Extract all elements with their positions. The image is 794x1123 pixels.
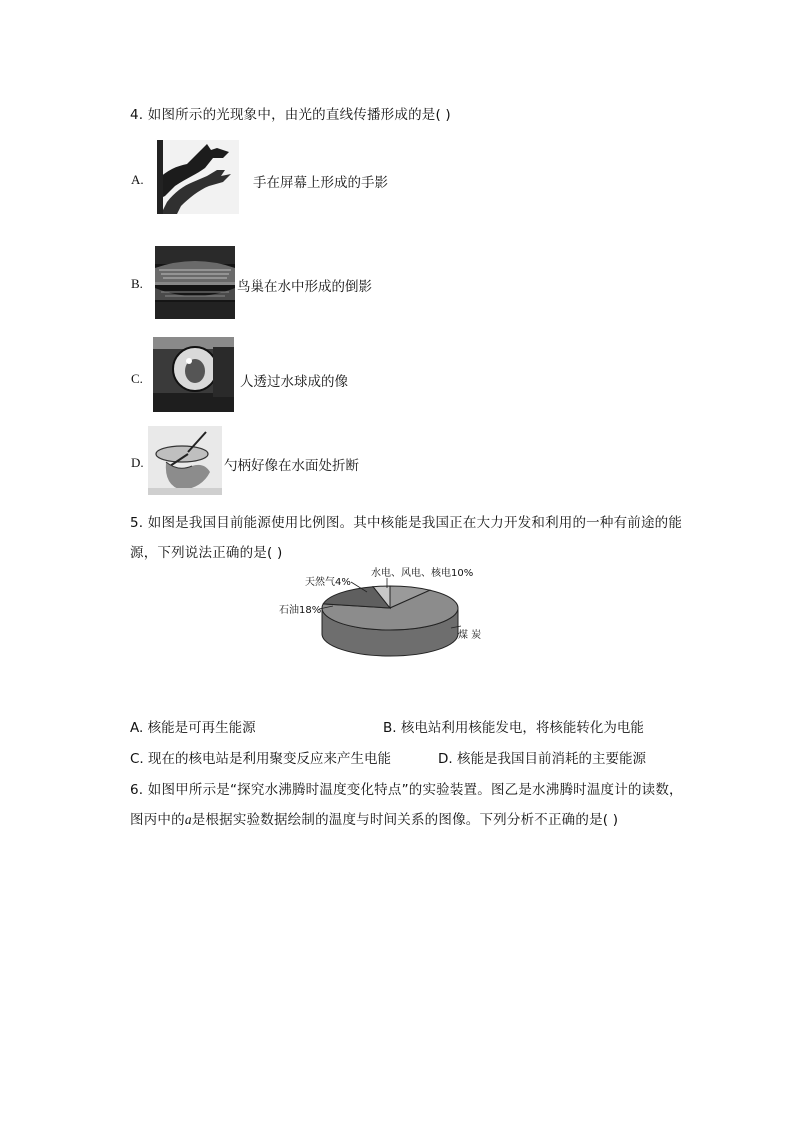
q6-stem-line1: 6. 如图甲所示是“探究水沸腾时温度变化特点”的实验装置。图乙是水沸腾时温度计的读数， (130, 782, 683, 798)
pie-label-coal: 煤 炭 (458, 630, 482, 641)
q5-option-b: B. 核电站利用核能发电，将核能转化为电能 (383, 720, 644, 736)
q4-option-a-text: 手在屏幕上形成的手影 (253, 175, 388, 191)
q4-option-b-text: 鸟巢在水中形成的倒影 (237, 279, 372, 295)
q4-option-d-text: 勺柄好像在水面处折断 (224, 458, 359, 474)
energy-pie-chart (275, 566, 535, 678)
q5-option-d: D. 核能是我国目前消耗的主要能源 (438, 751, 646, 767)
q4-option-b-letter: B. (131, 276, 143, 291)
q4-stem: 4. 如图所示的光现象中，由光的直线传播形成的是( ) (130, 107, 451, 123)
q4-option-c-text: 人透过水球成的像 (240, 374, 348, 390)
hand-shadow-photo (157, 140, 239, 214)
q5-stem-line2: 源，下列说法正确的是( ) (130, 545, 283, 561)
q5-stem-line1: 5. 如图是我国目前能源使用比例图。其中核能是我国正在大力开发和利用的一种有前途的能 (130, 515, 683, 531)
pie-label-oil: 石油18% (279, 605, 322, 616)
pie-label-gas: 天然气4% (305, 577, 351, 588)
q6-stem-line2-post: 是根据实验数据绘制的温度与时间关系的图像。下列分析不正确的是( ) (191, 812, 619, 828)
q4-option-d-letter: D. (131, 455, 144, 470)
birds-nest-reflection-photo (155, 246, 235, 319)
q6-stem-line2-pre: 图丙中的 (130, 812, 185, 828)
pie-label-hydro: 水电、风电、核电10% (371, 568, 474, 579)
spoon-in-water-photo (148, 426, 222, 495)
q4-option-a-letter: A. (131, 172, 144, 187)
q5-option-c: C. 现在的核电站是利用聚变反应来产生电能 (130, 751, 392, 767)
q4-option-c-letter: C. (131, 371, 143, 386)
q6-variable-a: a (184, 812, 192, 827)
q6-stem-line2 (130, 808, 618, 828)
water-ball-image-photo (153, 337, 234, 412)
q5-option-a: A. 核能是可再生能源 (130, 720, 256, 736)
